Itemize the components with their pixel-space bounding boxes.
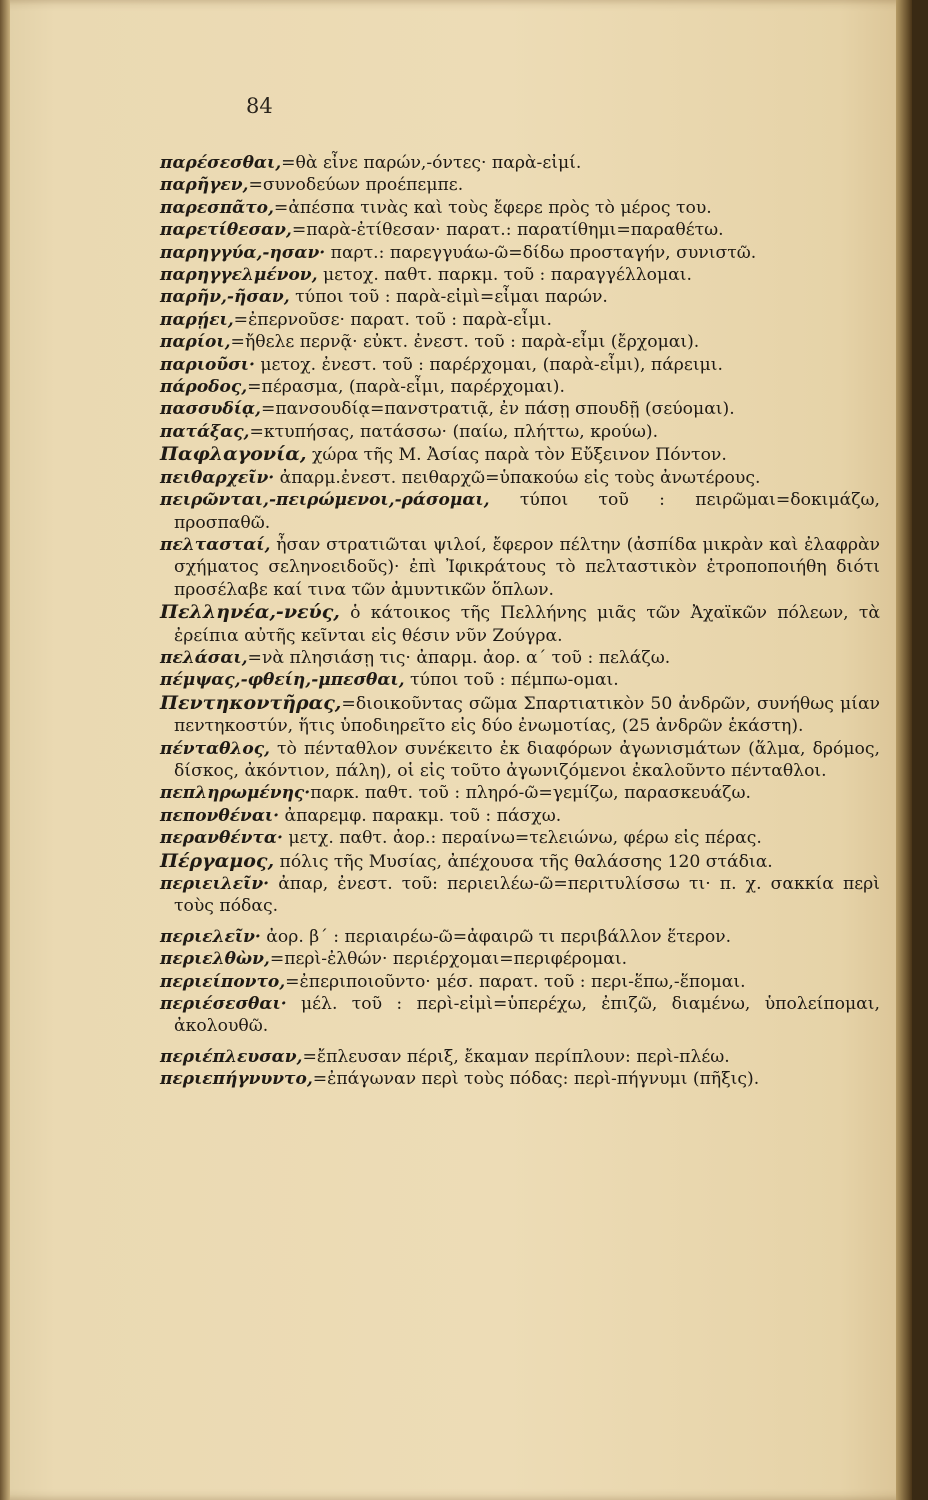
glossary-entry [160, 376, 880, 398]
glossary-entry [160, 443, 880, 466]
glossary-entry [160, 827, 880, 849]
entry-definition: ἀορ. β΄ : περιαιρέω-ῶ=ἀφαιρῶ τι περιβάλλον ἕτερον. [260, 926, 732, 947]
entry-headword: Παφλαγονία, [160, 443, 307, 466]
entry-definition: =ἔπλευσαν πέριξ, ἔκαμαν περίπλουν: περὶ-πλέω. [302, 1046, 730, 1067]
entry-headword: παρετίθεσαν, [160, 220, 292, 241]
entry-headword: παριοῦσι· [160, 354, 255, 375]
glossary-entry [160, 993, 880, 1038]
entry-definition: =ἐπεριποιοῦντο· μέσ. παρατ. τοῦ : περι-ἕπω,-ἕπομαι. [285, 971, 746, 992]
entry-definition: =πέρασμα, (παρὰ-εἶμι, παρέρχομαι). [247, 377, 565, 398]
entry-definition: =ἐπάγωναν περὶ τοὺς πόδας: περὶ-πήγνυμι (πῆξις). [312, 1069, 760, 1090]
glossary-entry [160, 926, 880, 948]
glossary-entry [160, 264, 880, 286]
glossary-entry [160, 948, 880, 970]
entry-definition: =πανσουδίᾳ=πανστρατιᾷ, ἐν πάσῃ σπουδῇ (σεύομαι). [260, 399, 735, 420]
entry-headword: Πελληνέα,-νεύς, [160, 601, 340, 624]
glossary-entry [160, 219, 880, 241]
entry-headword: περιειλεῖν· [160, 874, 270, 894]
entry-headword: πάροδος, [160, 377, 248, 398]
entry-headword: πειθαρχεῖν· [160, 467, 275, 488]
glossary-entry [160, 850, 880, 873]
entry-definition: παρτ.: παρεγγυάω-ῶ=δίδω προσταγήν, συνιστῶ. [325, 242, 757, 263]
entry-headword: πεπληρωμένης· [160, 783, 311, 804]
entry-headword: παρηγγελμένον, [160, 265, 318, 286]
entry-definition: ἀπαρμ.ἐνεστ. πειθαρχῶ=ὑπακούω εἰς τοὺς ἀνωτέρους. [274, 467, 761, 488]
glossary-entry [160, 331, 880, 353]
entry-definition: παρκ. παθτ. τοῦ : πληρό-ῶ=γεμίζω, παρασκευάζω. [310, 783, 751, 804]
entry-definition: τύποι τοῦ : πέμπω-ομαι. [404, 670, 619, 691]
entry-headword: πελτασταί, [160, 534, 271, 555]
entry-headword: παρηγγύα,-ησαν· [160, 242, 326, 263]
glossary-entry [160, 971, 880, 993]
entry-definition: μετχ. παθτ. ἀορ.: περαίνω=τελειώνω, φέρω εἰς πέρας. [282, 828, 762, 849]
entry-headword: παρίοι, [160, 332, 231, 353]
glossary-entry [160, 738, 880, 783]
glossary-entry [160, 692, 880, 738]
glossary-entry [160, 782, 880, 804]
entry-definition: =κτυπήσας, πατάσσω· (παίω, πλήττω, κρούω). [249, 421, 659, 442]
entry-headword: πασσυδίᾳ, [160, 399, 261, 420]
entry-headword: Πεντηκοντῆρας, [160, 691, 342, 714]
entry-definition: τύποι τοῦ : πειρῶμαι=δοκιμάζω, προσπαθῶ. [174, 490, 880, 533]
glossary-entry [160, 309, 880, 331]
entry-headword: περιελθὼν, [160, 949, 270, 970]
entry-headword: παρῆν,-ῆσαν, [160, 287, 290, 308]
entry-headword: περιεπήγνυντο, [160, 1069, 313, 1090]
glossary-entry [160, 489, 880, 534]
entry-headword: πένταθλος, [160, 738, 270, 759]
entry-headword: περιείποντο, [160, 971, 286, 992]
entry-definition: πόλις τῆς Μυσίας, ἀπέχουσα τῆς θαλάσσης 120 στάδια. [274, 851, 773, 872]
entry-headword: πειρῶνται,-πειρώμενοι,-ράσομαι, [160, 490, 490, 511]
glossary-entry [160, 286, 880, 308]
entry-headword: πατάξας, [160, 421, 250, 442]
glossary-entry [160, 669, 880, 691]
glossary-entry [160, 174, 880, 196]
entry-definition: ὁ κάτοικος τῆς Πελλήνης μιᾶς τῶν Ἀχαϊκῶν πόλεων, τὰ ἐρείπια αὐτῆς κεῖνται εἰς θέσιν νῦν Ζούγρα. [174, 603, 880, 646]
entry-definition: =νὰ πλησιάσῃ τις· ἀπαρμ. ἀορ. α΄ τοῦ : πελάζω. [247, 647, 671, 668]
entry-definition: μετοχ. παθτ. παρκμ. τοῦ : παραγγέλλομαι. [317, 265, 692, 286]
entry-definition: μέλ. τοῦ : περὶ-εἰμὶ=ὑπερέχω, ἐπιζῶ, διαμένω, ὑπολείπομαι, ἀκολουθῶ. [174, 994, 880, 1037]
glossary-entry [160, 152, 880, 174]
glossary-entry [160, 467, 880, 489]
page-edge [896, 0, 912, 1500]
glossary-entry [160, 1068, 880, 1090]
entry-headword: παρῄει, [160, 309, 234, 330]
page-number: 84 [246, 94, 273, 118]
glossary-entry [160, 534, 880, 601]
entry-headword: περιέπλευσαν, [160, 1046, 303, 1067]
glossary-entry [160, 242, 880, 264]
glossary-entry [160, 398, 880, 420]
entry-definition: =περὶ-ἐλθών· περιέρχομαι=περιφέρομαι. [269, 949, 628, 970]
entry-definition: τὸ πένταθλον συνέκειτο ἐκ διαφόρων ἀγωνισμάτων (ἅλμα, δρόμος, δίσκος, ἀκόντιον, πάλη), οἱ εἰς τοῦτο ἀγωνιζόμενοι ἐκαλοῦντο πένταθλοι. [174, 738, 880, 781]
entry-definition: χώρα τῆς Μ. Ἀσίας παρὰ τὸν Εὔξεινον Πόντον. [306, 445, 727, 466]
entry-definition: =ἀπέσπα τινὰς καὶ τοὺς ἔφερε πρὸς τὸ μέρος του. [273, 197, 712, 218]
entry-headword: πελάσαι, [160, 647, 248, 668]
glossary-entry [160, 197, 880, 219]
entry-definition: =θὰ εἶνε παρών,-όντες· παρὰ-εἰμί. [281, 153, 582, 173]
entry-definition: =διοικοῦντας σῶμα Σπαρτιατικὸν 50 ἀνδρῶν, συνήθως μίαν πεντηκοστύν, ἥτις ὑποδιηρεῖτο εἰς δύο ἐνωμοτίας, (25 ἀνδρῶν ἑκάστη). [174, 693, 880, 737]
glossary-entry [160, 354, 880, 376]
entry-definition: =συνοδεύων προέπεμπε. [248, 175, 464, 196]
entry-definition: ἀπαρεμφ. παρακμ. τοῦ : πάσχω. [279, 805, 562, 826]
entry-headword: πέμψας,-φθείη,-μπεσθαι, [160, 670, 405, 691]
glossary-entry [160, 601, 880, 647]
glossary-entry [160, 873, 880, 918]
entry-headword: παρῆγεν, [160, 175, 249, 196]
entry-definition: τύποι τοῦ : παρὰ-εἰμὶ=εἶμαι παρών. [289, 287, 608, 308]
entry-definition: ἦσαν στρατιῶται ψιλοί, ἔφερον πέλτην (ἀσπίδα μικρὰν καὶ ἐλαφρὰν σχήματος σεληνοειδοῦς)· ἐπὶ Ἰφικράτους τὸ πελταστικὸν ἐτροποποιήθη διότι προσέλαβε καί τινα τῶν ἀμυντικῶν ὅπλων. [174, 534, 880, 600]
entry-definition: =ἐπερνοῦσε· παρατ. τοῦ : παρὰ-εἶμι. [233, 309, 552, 330]
glossary-entry [160, 421, 880, 443]
glossary-entries [160, 152, 880, 1091]
glossary-entry [160, 805, 880, 827]
entry-headword: περιελεῖν· [160, 926, 261, 947]
entry-definition: =παρὰ-ἐτίθεσαν· παρατ.: παρατίθημι=παραθέτω. [291, 220, 724, 241]
glossary-entry [160, 647, 880, 669]
entry-headword: παρεσπᾶτο, [160, 197, 274, 218]
entry-headword: περιέσεσθαι· [160, 994, 287, 1015]
entry-definition: ἀπαρ, ἐνεστ. τοῦ: περιειλέω-ῶ=περιτυλίσσω τι· π. χ. σακκία περὶ τοὺς πόδας. [174, 874, 880, 917]
entry-headword: παρέσεσθαι, [160, 153, 282, 173]
entry-headword: περανθέντα· [160, 828, 283, 849]
entry-headword: πεπονθέναι· [160, 805, 280, 826]
entry-definition: =ἤθελε περνᾷ· εὐκτ. ἐνεστ. τοῦ : παρὰ-εἶμι (ἔρχομαι). [230, 332, 700, 353]
entry-definition: μετοχ. ἐνεστ. τοῦ : παρέρχομαι, (παρὰ-εἶμι), πάρειμι. [254, 354, 723, 375]
glossary-entry [160, 1046, 880, 1068]
page-gutter [0, 0, 10, 1500]
entry-headword: Πέργαμος, [160, 849, 275, 872]
